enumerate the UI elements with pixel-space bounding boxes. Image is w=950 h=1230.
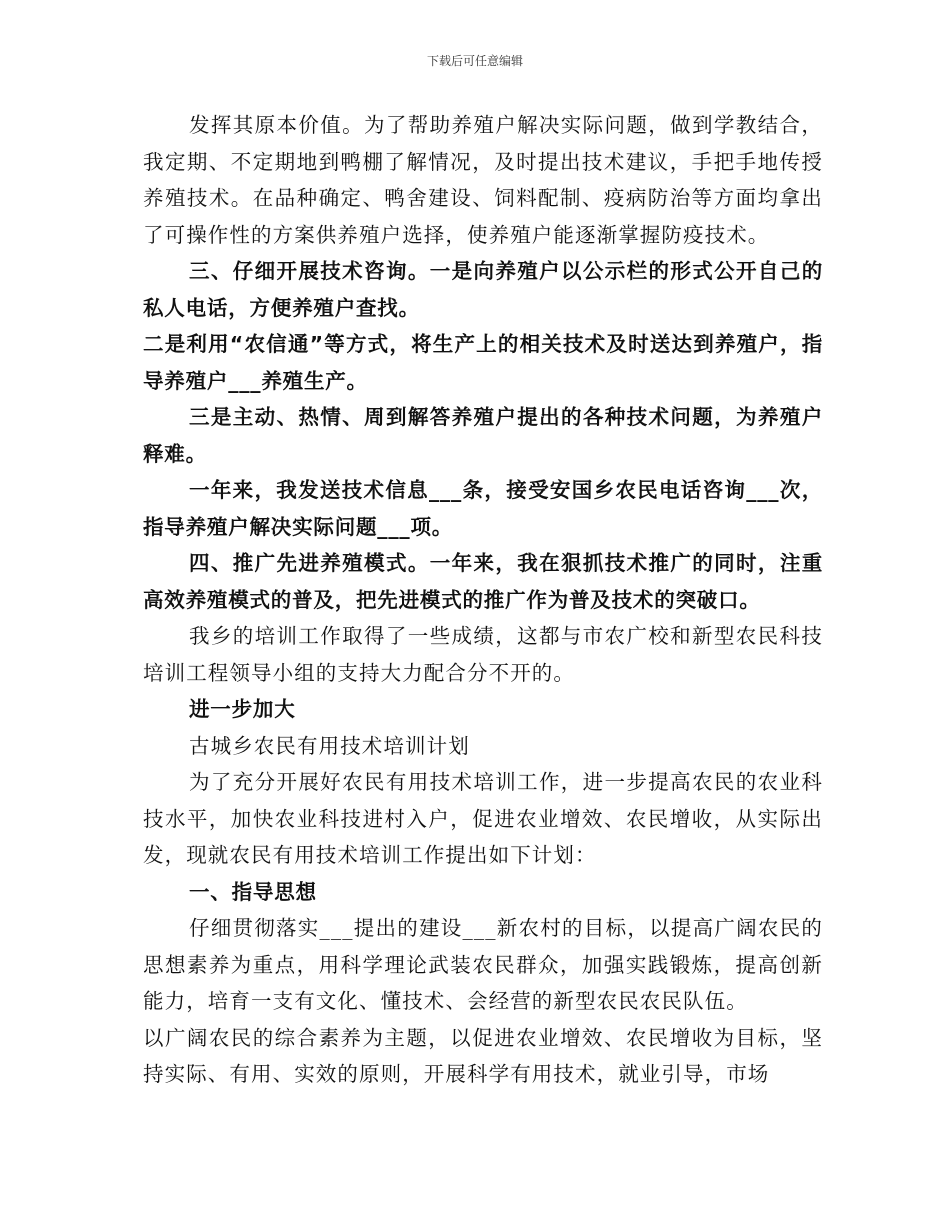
section-heading-guiding-ideology: 一、指导思想 (189, 879, 317, 904)
paragraph-4: 三是主动、热情、周到解答养殖户提出的各种技术问题，为养殖户释难。 (143, 405, 823, 466)
document-body (143, 107, 823, 1093)
paragraph-6: 四、推广先进养殖模式。一年来，我在狠抓技术推广的同时，注重高效养殖模式的普及，把先进模式的推广作为普及技术的突破口。 (143, 551, 823, 612)
paragraph-7: 我乡的培训工作取得了一些成绩，这都与市农广校和新型农民科技培训工程领导小组的支持大力配合分不开的。 (143, 624, 823, 685)
page-header: 下载后可任意编辑 (426, 54, 523, 68)
paragraph-2: 三、仔细开展技术咨询。一是向养殖户以公示栏的形式公开自己的私人电话，方便养殖户查找。 (143, 259, 823, 320)
paragraph-5: 一年来，我发送技术信息___条，接受安国乡农民电话咨询___次，指导养殖户解决实际问题___项。 (143, 478, 823, 539)
section-title-plan: 古城乡农民有用技术培训计划 (189, 733, 470, 758)
paragraph-13: 以广阔农民的综合素养为主题，以促进农业增效、农民增收为目标，坚持实际、有用、实效的原则，开展科学有用技术，就业引导，市场 (143, 1025, 823, 1086)
paragraph-8: 进一步加大 (189, 697, 296, 721)
paragraph-3: 二是利用“农信通”等方式，将生产上的相关技术及时送达到养殖户，指导养殖户___养殖生产。 (143, 332, 823, 393)
paragraph-1: 发挥其原本价值。为了帮助养殖户解决实际问题，做到学教结合，我定期、不定期地到鸭棚了解情况，及时提出技术建议，手把手地传授养殖技术。在品种确定、鸭舍建设、饲料配制、疫病防治等方面均拿出了可操作性的方案供养殖户选择，使养殖户能逐渐掌握防疫技术。 (143, 113, 823, 247)
paragraph-12: 仔细贯彻落实___提出的建设___新农村的目标，以提高广阔农民的思想素养为重点，用科学理论武装农民群众，加强实践锻炼，提高创新能力，培育一支有文化、懂技术、会经营的新型农民农民队伍。 (143, 916, 823, 1013)
paragraph-10: 为了充分开展好农民有用技术培训工作，进一步提高农民的农业科技水平，加快农业科技进村入户，促进农业增效、农民增收，从实际出发，现就农民有用技术培训工作提出如下计划： (143, 770, 823, 867)
